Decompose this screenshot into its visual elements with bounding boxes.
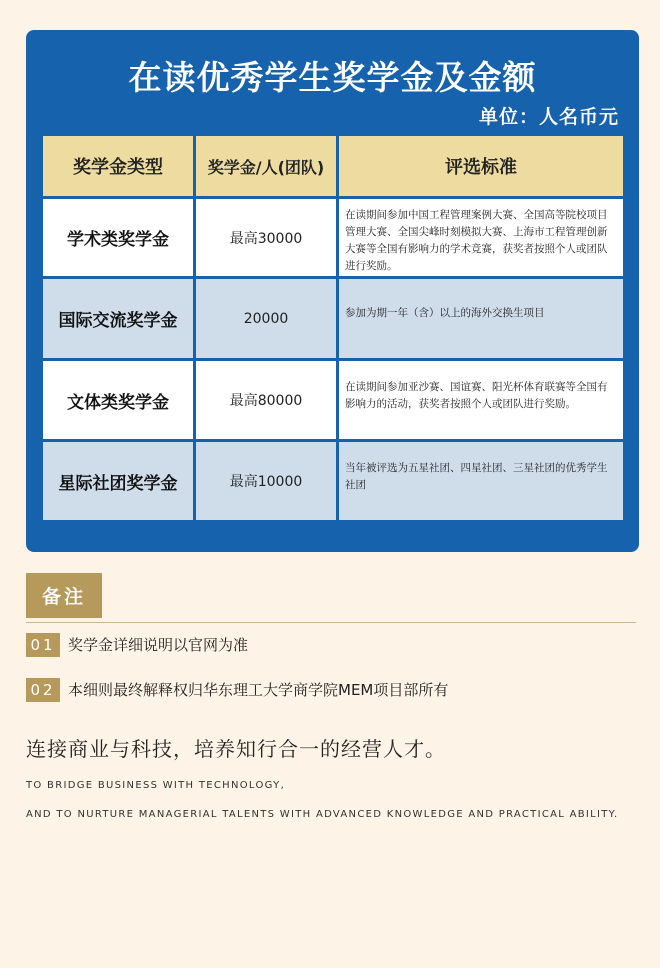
notes-divider — [26, 622, 636, 623]
header-amount: 奖学金/人(团队) — [196, 136, 336, 196]
row-amount: 最高80000 — [196, 361, 336, 439]
row-amount: 最高10000 — [196, 442, 336, 520]
row-criteria: 当年被评选为五星社团、四星社团、三星社团的优秀学生社团 — [339, 442, 623, 520]
header-criteria: 评选标准 — [339, 136, 623, 196]
note-number: 01 — [26, 633, 60, 657]
header-type: 奖学金类型 — [43, 136, 193, 196]
scholarship-card — [26, 30, 639, 552]
english-line: AND TO NURTURE MANAGERIAL TALENTS WITH ADVANCED KNOWLEDGE AND PRACTICAL ABILITY. — [26, 809, 619, 820]
row-criteria: 参加为期一年（含）以上的海外交换生项目 — [339, 279, 623, 358]
row-name: 文体类奖学金 — [43, 361, 193, 439]
note-text: 奖学金详细说明以官网为准 — [68, 636, 249, 654]
unit-label: 单位：人名币元 — [478, 106, 619, 128]
note-text: 本细则最终解释权归华东理工大学商学院MEM项目部所有 — [68, 681, 449, 699]
row-amount: 20000 — [196, 279, 336, 358]
row-criteria: 在读期间参加亚沙赛、国谊赛、阳光杯体育联赛等全国有影响力的活动，获奖者按照个人或团队进行奖励。 — [339, 361, 623, 439]
row-name: 学术类奖学金 — [43, 199, 193, 276]
note-number: 02 — [26, 678, 60, 702]
row-amount: 最高30000 — [196, 199, 336, 276]
row-name: 国际交流奖学金 — [43, 279, 193, 358]
card-title: 在读优秀学生奖学金及金额 — [128, 58, 537, 97]
row-name: 星际社团奖学金 — [43, 442, 193, 520]
slogan: 连接商业与科技，培养知行合一的经营人才。 — [26, 737, 446, 761]
english-line: TO BRIDGE BUSINESS WITH TECHNOLOGY, — [26, 780, 286, 791]
notes-label: 备注 — [26, 573, 102, 618]
row-criteria: 在读期间参加中国工程管理案例大赛、全国高等院校项目管理大赛、全国尖峰时刻模拟大赛、上海市工程管理创新大赛等全国有影响力的学术竞赛，获奖者按照个人或团队进行奖励。 — [339, 199, 623, 276]
